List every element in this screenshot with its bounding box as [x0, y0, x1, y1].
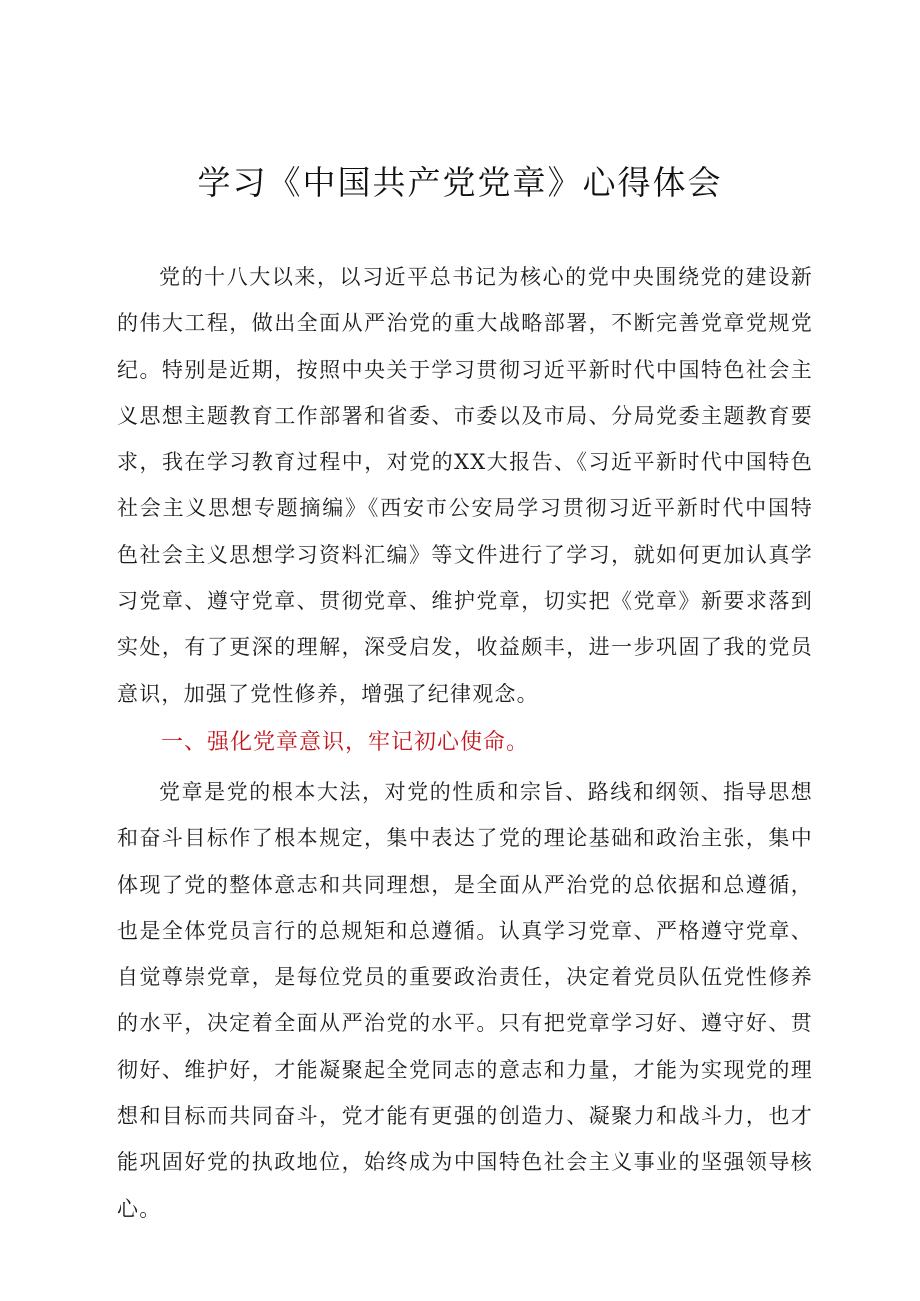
section-heading-1: 一、强化党章意识，牢记初心使命。: [161, 729, 530, 755]
paragraph-intro: 党的十八大以来，以习近平总书记为核心的党中央围绕党的建设新的伟大工程，做出全面从严治党的重大战略部署，不断完善党章党规党纪。特别是近期，按照中央关于学习贯彻习近平新时代中国特色社会主义思想主题教育工作部署和省委、市委以及市局、分局党委主题教育要求，我在学习教育过程中，对党的XX大报告、《习近平新时代中国特色社会主义思想专题摘编》《西安市公安局学习贯彻习近平新时代中国特色社会主义思想学习资料汇编》等文件进行了学习，就如何更加认真学习党章、遵守党章、贯彻党章、维护党章，切实把《党章》新要求落到实处，有了更深的理解，深受启发，收益颇丰，进一步巩固了我的党员意识，加强了党性修养，增强了纪律观念。: [117, 265, 813, 706]
document-body: [117, 254, 813, 1232]
paragraph-section-1: 党章是党的根本大法，对党的性质和宗旨、路线和纲领、指导思想和奋斗目标作了根本规定，集中表达了党的理论基础和政治主张，集中体现了党的整体意志和共同理想，是全面从严治党的总依据和总遵循，也是全体党员言行的总规矩和总遵循。认真学习党章、严格遵守党章、自觉尊崇党章，是每位党员的重要政治责任，决定着党员队伍党性修养的水平，决定着全面从严治党的水平。只有把党章学习好、遵守好、贯彻好、维护好，才能凝聚起全党同志的意志和力量，才能为实现党的理想和目标而共同奋斗，党才能有更强的创造力、凝聚力和战斗力，也才能巩固好党的执政地位，始终成为中国特色社会主义事业的坚强领导核心。: [117, 779, 813, 1221]
page-title: 学习《中国共产党党章》心得体会: [197, 163, 723, 202]
